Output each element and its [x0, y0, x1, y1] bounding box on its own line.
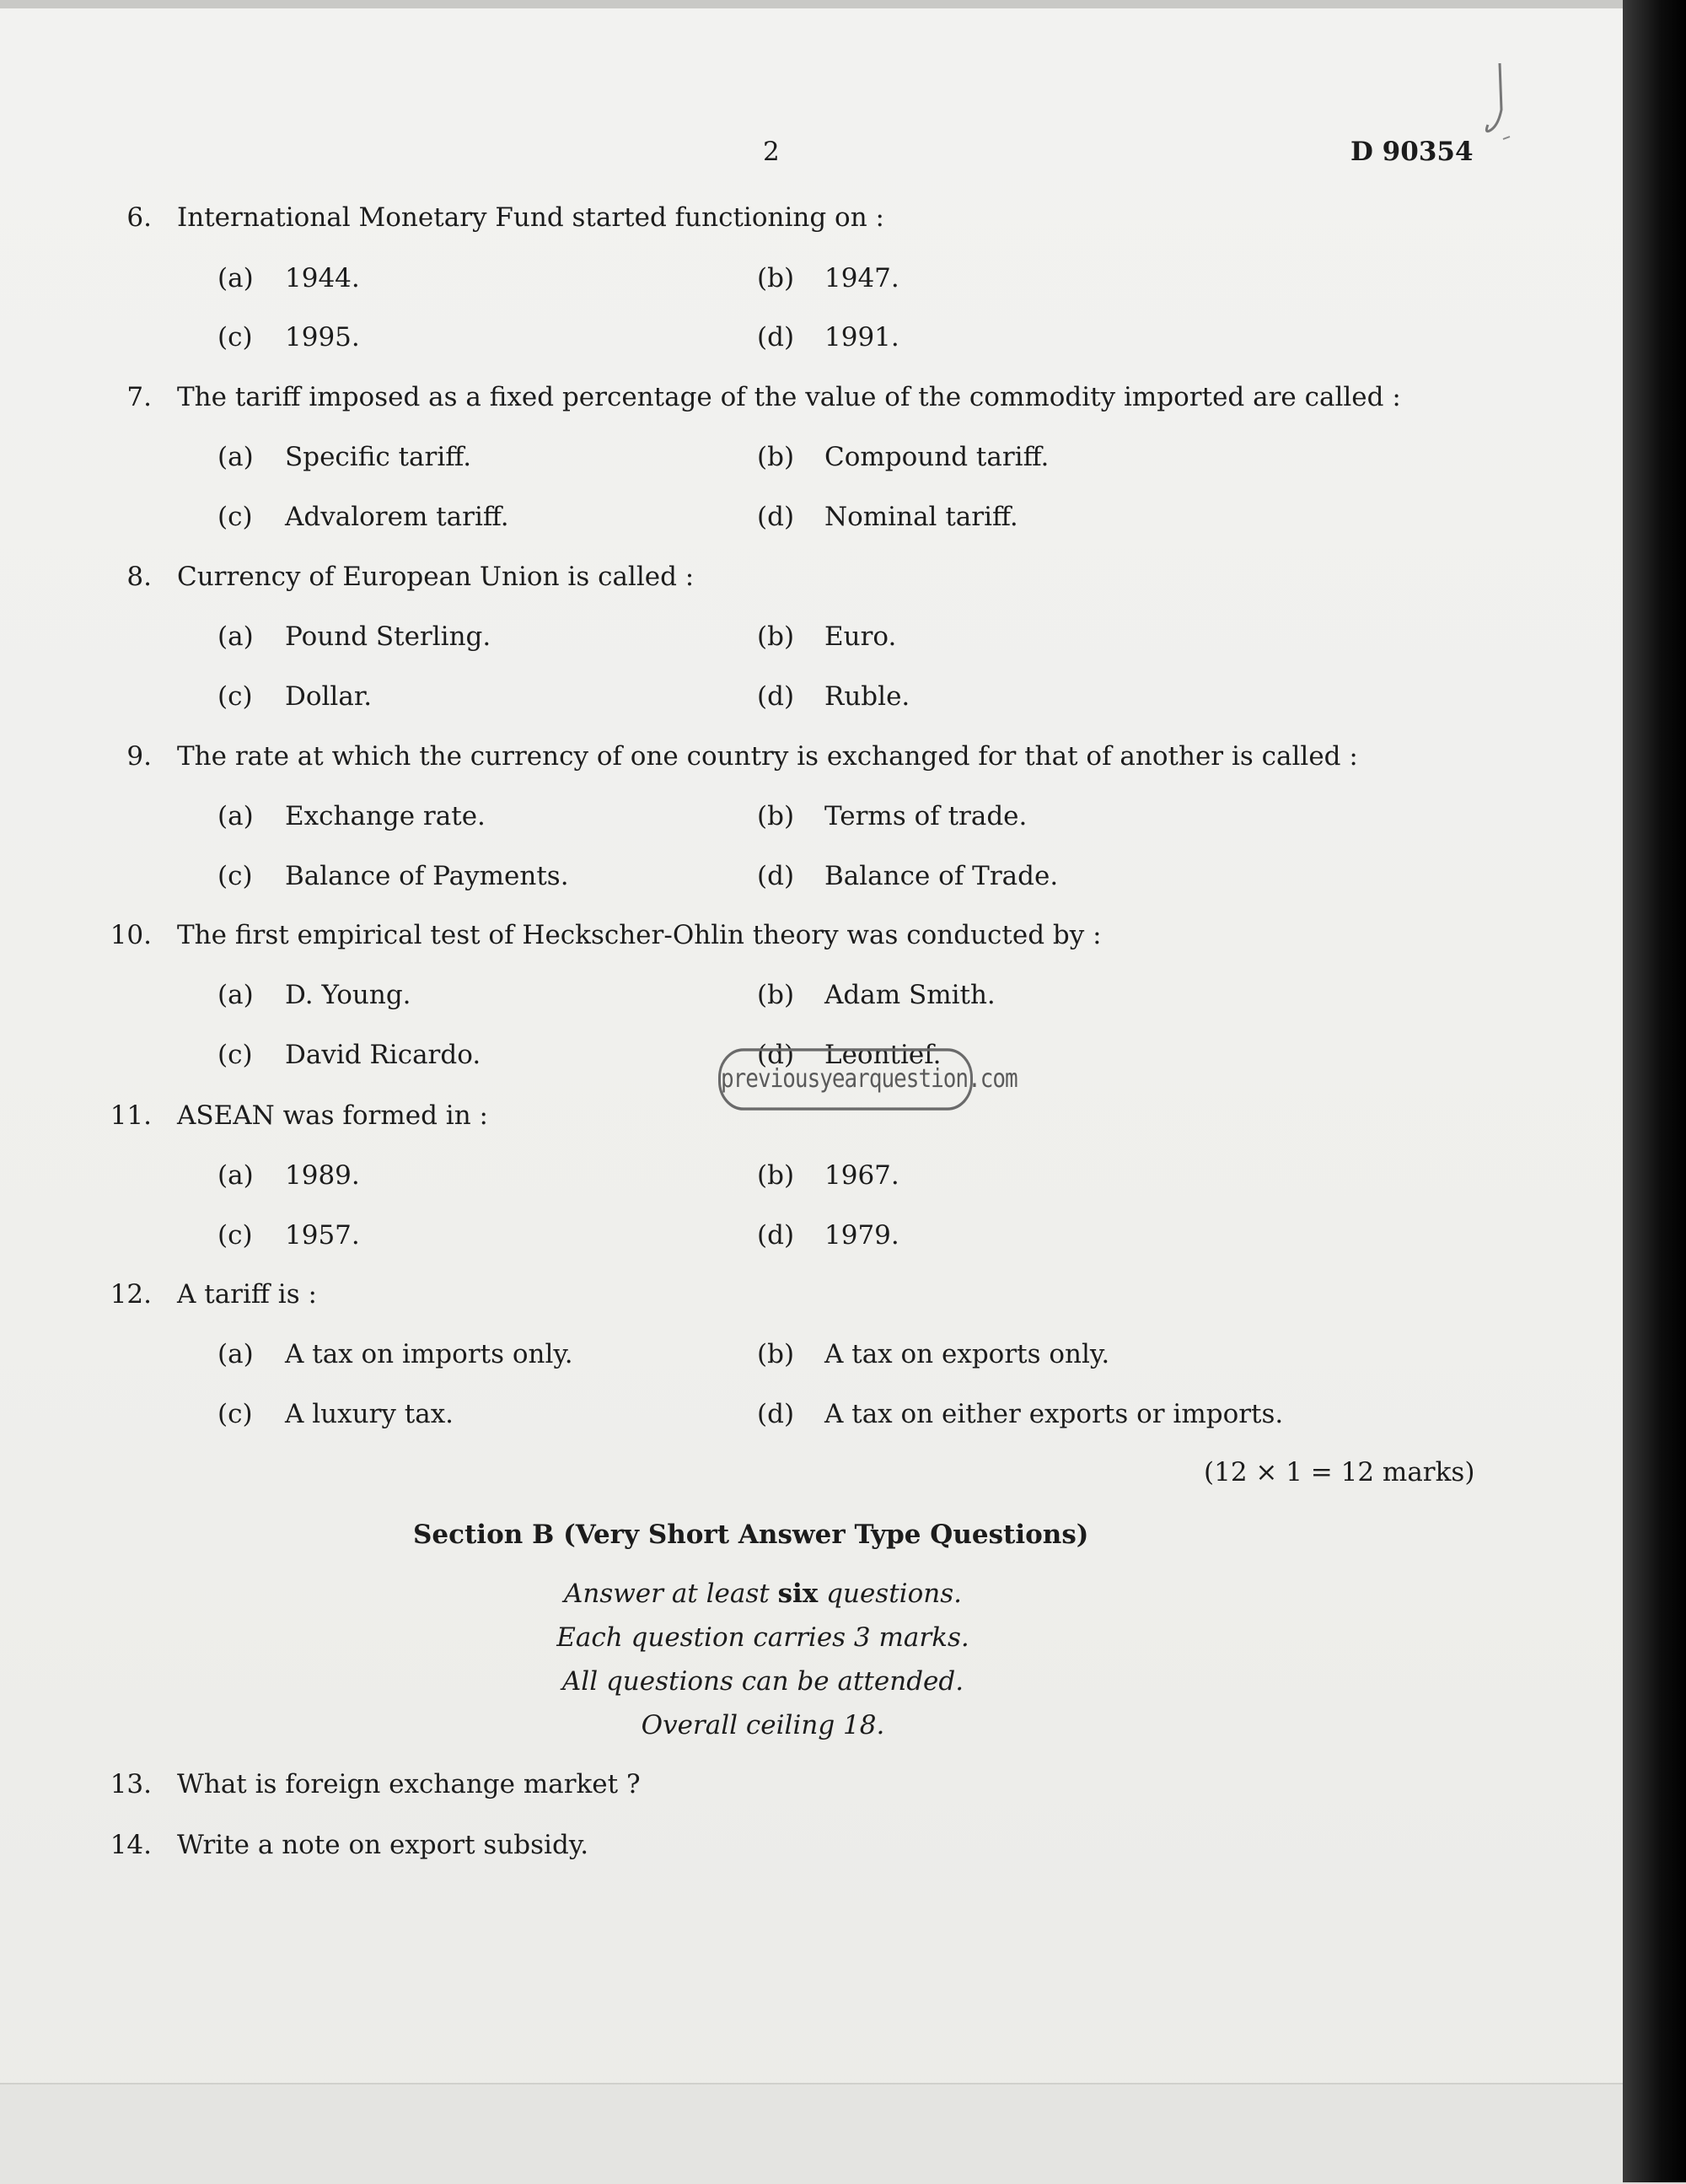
question-number: 14.: [110, 1830, 152, 1860]
option-10c: (c) David Ricardo.: [217, 1040, 481, 1070]
question-text: Write a note on export subsidy.: [177, 1830, 589, 1860]
question-text: ASEAN was formed in :: [177, 1100, 488, 1131]
question-text: The first empirical test of Heckscher-Ohlin theory was conducted by :: [177, 920, 1102, 950]
question-number: 7.: [126, 382, 152, 412]
section-b-title: Section B (Very Short Answer Type Questions): [413, 1520, 1089, 1550]
question-text: The tariff imposed as a fixed percentage of the value of the commodity imported are called :: [177, 382, 1401, 412]
watermark-stamp: previousyearquestion.com: [718, 1048, 973, 1111]
scan-bottom-band: [0, 2083, 1623, 2184]
option-12b: (b) A tax on exports only.: [757, 1339, 1110, 1369]
option-11a: (a) 1989.: [217, 1160, 360, 1191]
option-12a: (a) A tax on imports only.: [217, 1339, 573, 1369]
question-number: 11.: [110, 1100, 152, 1131]
question-number: 12.: [110, 1279, 152, 1310]
question-number: 13.: [110, 1769, 152, 1799]
scan-right-edge: [1623, 0, 1686, 2182]
option-6a: (a) 1944.: [217, 263, 360, 293]
scan-top-edge: [0, 0, 1623, 8]
option-10a: (a) D. Young.: [217, 980, 411, 1010]
question-number: 8.: [126, 562, 152, 592]
option-9c: (c) Balance of Payments.: [217, 861, 569, 891]
question-text: What is foreign exchange market ?: [177, 1769, 641, 1799]
option-7a: (a) Specific tariff.: [217, 442, 472, 472]
question-text: A tariff is :: [177, 1279, 317, 1310]
option-9a: (a) Exchange rate.: [217, 801, 486, 831]
option-7c: (c) Advalorem tariff.: [217, 502, 509, 532]
option-9b: (b) Terms of trade.: [757, 801, 1028, 831]
option-8a: (a) Pound Sterling.: [217, 621, 491, 652]
section-a-marks: (12 × 1 = 12 marks): [1204, 1457, 1475, 1487]
instruction-line-2: Each question carries 3 marks.: [556, 1622, 969, 1653]
option-8d: (d) Ruble.: [757, 681, 910, 712]
option-7b: (b) Compound tariff.: [757, 442, 1050, 472]
option-6d: (d) 1991.: [757, 322, 899, 352]
paper-code: D 90354: [1350, 137, 1474, 167]
option-10d: (d) Leontief.: [757, 1040, 942, 1070]
option-11d: (d) 1979.: [757, 1220, 899, 1251]
page-number: 2: [763, 137, 780, 167]
question-number: 9.: [126, 741, 152, 772]
option-6c: (c) 1995.: [217, 322, 360, 352]
question-text: Currency of European Union is called :: [177, 562, 695, 592]
option-10b: (b) Adam Smith.: [757, 980, 996, 1010]
question-number: 6.: [126, 202, 152, 233]
pencil-mark-icon: [1481, 59, 1515, 143]
option-8b: (b) Euro.: [757, 621, 897, 652]
option-12d: (d) A tax on either exports or imports.: [757, 1399, 1284, 1429]
option-11c: (c) 1957.: [217, 1220, 360, 1251]
option-12c: (c) A luxury tax.: [217, 1399, 454, 1429]
option-9d: (d) Balance of Trade.: [757, 861, 1059, 891]
option-7d: (d) Nominal tariff.: [757, 502, 1018, 532]
question-text: The rate at which the currency of one country is exchanged for that of another is called :: [177, 741, 1358, 772]
option-6b: (b) 1947.: [757, 263, 899, 293]
question-text: International Monetary Fund started functioning on :: [177, 202, 884, 233]
instruction-line-4: Overall ceiling 18.: [641, 1710, 885, 1740]
option-11b: (b) 1967.: [757, 1160, 899, 1191]
instruction-line-1: Answer at least six questions.: [564, 1579, 962, 1609]
option-8c: (c) Dollar.: [217, 681, 373, 712]
question-number: 10.: [110, 920, 152, 950]
instruction-line-3: All questions can be attended.: [561, 1666, 964, 1697]
